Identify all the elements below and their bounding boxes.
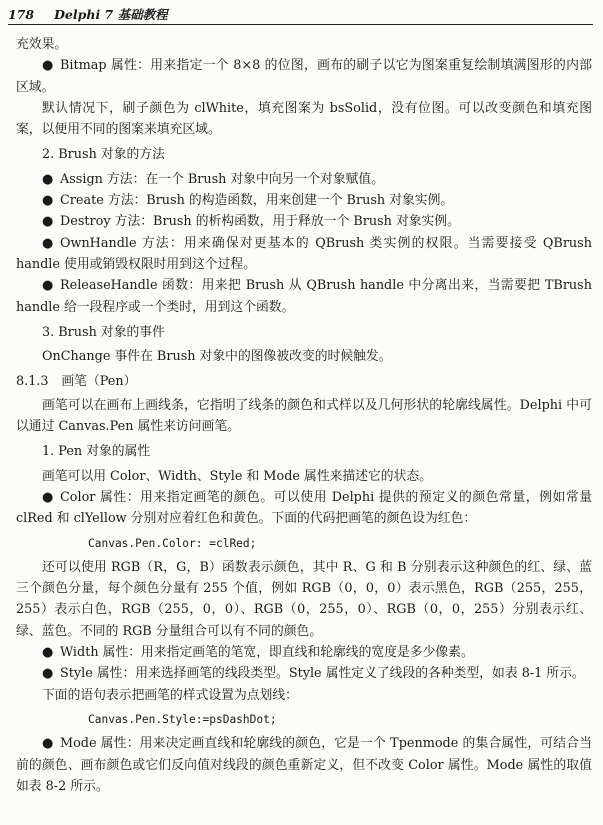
bullet-item [16,487,592,530]
bullet-item [16,275,592,318]
bullet-item [16,55,592,98]
code-line: Canvas.Pen.Style:=psDashDot; [88,712,277,726]
bullet-text: Bitmap 属性：用来指定一个 8×8 的位图，画布的刷子以它为图案重复绘制填满图形的内部区域。 [16,58,592,95]
code-line: Canvas.Pen.Color: =clRed; [88,536,257,550]
bullet-item [16,190,592,211]
subsection-heading: 2. Brush 对象的方法 [42,147,165,163]
paragraph: 下面的语句表示把画笔的样式设置为点划线： [42,687,298,703]
subsection-heading: 3. Brush 对象的事件 [42,324,165,340]
paragraph: 还可以使用 RGB（R，G，B）函数表示颜色，其中 R、G 和 B 分别表示这种颜色的红、绿、蓝三个颜色分量，每个颜色分量有 255 个值，例如 RGB（0，0，0）表示黑色，RGB（255，255，255）表示白色，RGB（255，0，0）、RGB（0，255，0）、RGB（0，0，255）分别表示红、绿、蓝色。不同的 RGB 分量组合可以有不同的颜色。 [16,559,592,639]
bullet-text: Color 属性：用来指定画笔的颜色。可以使用 Delphi 提供的预定义的颜色常量，例如常量 clRed 和 clYellow 分别对应着红色和黄色。下面的代码把画笔的颜色设为红色： [16,489,592,527]
bullet-item [16,211,592,232]
bullet-item [16,642,592,663]
bullet-icon: ● [42,58,54,74]
bullet-icon: ● [42,278,54,294]
bullet-text: Width 属性：用来指定画笔的笔宽，即直线和轮廓线的宽度是多少像素。 [60,645,474,661]
bullet-text: Destroy 方法：Brush 的析构函数，用于释放一个 Brush 对象实例。 [60,214,460,230]
page-number: 178 [8,7,35,22]
bullet-text: Mode 属性：用来决定画直线和轮廓线的颜色，它是一个 Tpenmode 的集合属性，可结合当前的颜色、画布颜色或它们反向值对线段的颜色重新定义，但不改变 Color 属性。Mode 属性的取值如表 8-2 所示。 [16,736,592,794]
bullet-icon: ● [42,489,54,505]
bullet-text: Create 方法：Brush 的构造函数，用来创建一个 Brush 对象实例。 [60,193,454,209]
paragraph: 画笔可以用 Color、Width、Style 和 Mode 属性来描述它的状态。 [42,468,432,484]
bullet-icon: ● [42,235,54,251]
book-title: Delphi 7 基础教程 [54,7,168,22]
bullet-icon: ● [42,214,54,230]
bullet-item [16,733,592,797]
paragraph: 充效果。 [16,37,68,52]
bullet-icon: ● [42,193,54,209]
bullet-icon: ● [42,645,54,661]
bullet-icon: ● [42,736,54,752]
section-heading: 8.1.3 画笔（Pen） [16,374,137,390]
bullet-text: OwnHandle 方法：用来确保对更基本的 QBrush 类实例的权限。当需要接受 QBrush handle 使用或销毁权限时用到这个过程。 [16,235,592,272]
page-header [8,6,593,25]
subsection-heading: 1. Pen 对象的属性 [42,444,151,460]
bullet-text: Assign 方法：在一个 Brush 对象中向另一个对象赋值。 [60,171,385,187]
bullet-item [16,233,592,276]
bullet-icon: ● [42,666,54,682]
paragraph: OnChange 事件在 Brush 对象中的图像被改变的时候触发。 [42,349,392,365]
bullet-text: Style 属性：用来选择画笔的线段类型。Style 属性定义了线段的各种类型，如表 8-1 所示。 [60,666,585,682]
paragraph: 默认情况下，刷子颜色为 clWhite，填充图案为 bsSolid，没有位图。可以改变颜色和填充图案，以便用不同的图案来填充区域。 [16,100,592,138]
bullet-icon: ● [42,171,54,187]
bullet-item [16,169,592,190]
paragraph: 画笔可以在画布上画线条，它指明了线条的颜色和式样以及几何形状的轮廓线属性。Delphi 中可以通过 Canvas.Pen 属性来访问画笔。 [16,397,592,435]
bullet-text: ReleaseHandle 函数：用来把 Brush 从 QBrush handle 中分离出来，当需要把 TBrush handle 给一段程序或一个类时，用到这个函数。 [16,278,592,315]
bullet-item [16,663,592,684]
page-body [16,34,592,797]
